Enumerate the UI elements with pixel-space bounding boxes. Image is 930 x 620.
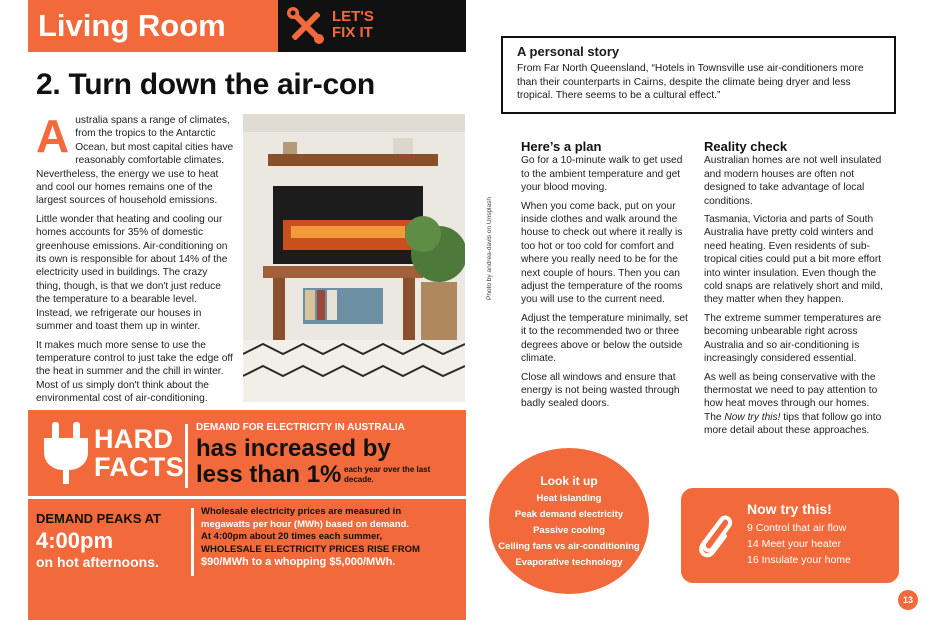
plan-paragraph: When you come back, put on your inside clothes and walk around the house to check out where it really is too hot or too cold for comfort and where you really need to be for the next couple of hours. Then you can adjust the temperature of the rooms you will use to the current need. [521, 200, 683, 306]
section-title: Living Room [38, 8, 226, 43]
now-try-this-box [681, 488, 899, 583]
story-heading: A personal story [517, 44, 620, 59]
lookup-item: Passive cooling [533, 525, 605, 536]
demand-heading: DEMAND FOR ELECTRICITY IN AUSTRALIA [196, 422, 405, 433]
living-room-photo [243, 114, 465, 402]
now-try-reference: Now try this! [724, 411, 781, 423]
reality-column [704, 140, 884, 443]
look-it-up-circle [489, 448, 649, 594]
plan-paragraph: Adjust the temperature minimally, set it to the recommended two or three degrees above or below the outside climate. [521, 312, 688, 365]
demand-line-2: less than 1% [196, 461, 342, 488]
fix-it-label: LET'S FIX IT [332, 8, 374, 41]
divider [185, 424, 188, 488]
reality-text: tips that follow go into more detail about these approaches. [704, 411, 882, 437]
peaks-time: 4:00pm [36, 528, 114, 553]
reality-heading: Reality check [704, 139, 788, 154]
page-title: 2. Turn down the air-con [36, 68, 375, 101]
intro-text-1: ustralia spans a range of climates, from the tropics to the Antarctic Ocean, but most capital cities have reasonably comfortable climates. Nevertheless, the energy we use to heat and cool our homes remains one of the largest sources of household emissions. [36, 115, 234, 207]
wholesale-line-1: Wholesale electricity prices are measured in [201, 506, 402, 517]
photo-credit: Photo by andrea-davis on Unsplash [486, 197, 493, 300]
hard-facts-label: HARD FACTS [94, 424, 185, 482]
lookup-item: Heat islanding [536, 493, 602, 504]
reality-paragraph: Tasmania, Victoria and parts of South Australia have pretty cold winters and need heating. Even residents of sub-tropical cities could put a bit more effort into winter insulation. Even though the cold snaps are relatively short and mild, they matter when they happen. [704, 214, 883, 306]
intro-column [36, 110, 234, 411]
fix-it-badge [278, 0, 466, 52]
plan-paragraph: Close all windows and ensure that energy is not being wasted through badly sealed doors. [521, 371, 680, 410]
hard-facts-panel [28, 410, 466, 620]
wholesale-line-5: $90/MWh to a whopping $5,000/MWh. [201, 556, 396, 568]
reality-paragraph: Australian homes are not well insulated and modern houses are often not designed to take advantage of local conditions. [704, 155, 882, 207]
lookup-item: Peak demand electricity [514, 509, 624, 520]
nowtry-item: 16 Insulate your home [747, 554, 851, 566]
lookup-item: Ceiling fans vs air-conditioning [498, 541, 640, 552]
personal-story-box [501, 36, 896, 114]
reality-paragraph [704, 371, 884, 438]
nowtry-item: 14 Meet your heater [747, 538, 841, 550]
lookup-heading: Look it up [540, 474, 598, 488]
section-header [28, 0, 278, 52]
intro-paragraph-2: Little wonder that heating and cooling our homes accounts for 35% of domestic greenhouse emissions. Air-conditioning on its own is responsible for about 14% of the electricity used in buildings. The crazy thing, though, is that we don't just reduce the temperature to a bearable level. Instead, we refrigerate our houses in summer and toast them up in winter. [36, 213, 228, 333]
story-text: From Far North Queensland, “Hotels in Townsville use air-conditioners more than their counterparts in Cairns, despite the climate being dryer and less tropical. There seems to be a cultural effect.” [517, 63, 864, 101]
wholesale-line-2: megawatts per hour (MWh) based on demand. [201, 518, 409, 530]
plan-paragraph: Go for a 10-minute walk to get used to the ambient temperature and get your blood moving. [521, 155, 683, 194]
demand-tail: each year over the last decade. [344, 465, 431, 484]
peaks-label: DEMAND PEAKS AT [36, 511, 161, 526]
nowtry-list [747, 520, 851, 568]
nowtry-item: 9 Control that air flow [747, 522, 847, 534]
intro-paragraph-3: It makes much more sense to use the temperature control to just take the edge off the heat in summer and the chill in winter. Most of us simply don't think about the environmental cost of air-conditioning. [36, 339, 233, 405]
wholesale-fact [201, 506, 463, 569]
paperclip-icon [693, 508, 735, 564]
plan-heading: Here’s a plan [521, 139, 602, 154]
tools-icon [286, 6, 326, 46]
drop-cap: A [36, 110, 70, 162]
nowtry-heading: Now try this! [747, 501, 832, 517]
plug-icon [38, 422, 94, 484]
divider [191, 508, 194, 576]
plan-column [521, 140, 693, 416]
wholesale-line-3: At 4:00pm about 20 times each summer, [201, 531, 383, 542]
peaks-when: on hot afternoons. [36, 554, 159, 570]
fireplace-illustration [243, 114, 465, 402]
demand-line-1: has increased by [196, 435, 391, 462]
page-number: 13 [898, 590, 918, 610]
intro-paragraph-1 [36, 110, 234, 208]
reality-paragraph: The extreme summer temperatures are becoming unbearable right across Australia and so air-conditioning is increasingly considered essential. [704, 312, 882, 365]
wholesale-line-4: WHOLESALE ELECTRICITY PRICES RISE FROM [201, 543, 420, 555]
divider [28, 496, 466, 499]
reality-text: As well as being conservative with the thermostat we need to pay attention to how heat moves through our homes. The [704, 371, 878, 423]
lookup-item: Evaporative technology [515, 557, 623, 568]
